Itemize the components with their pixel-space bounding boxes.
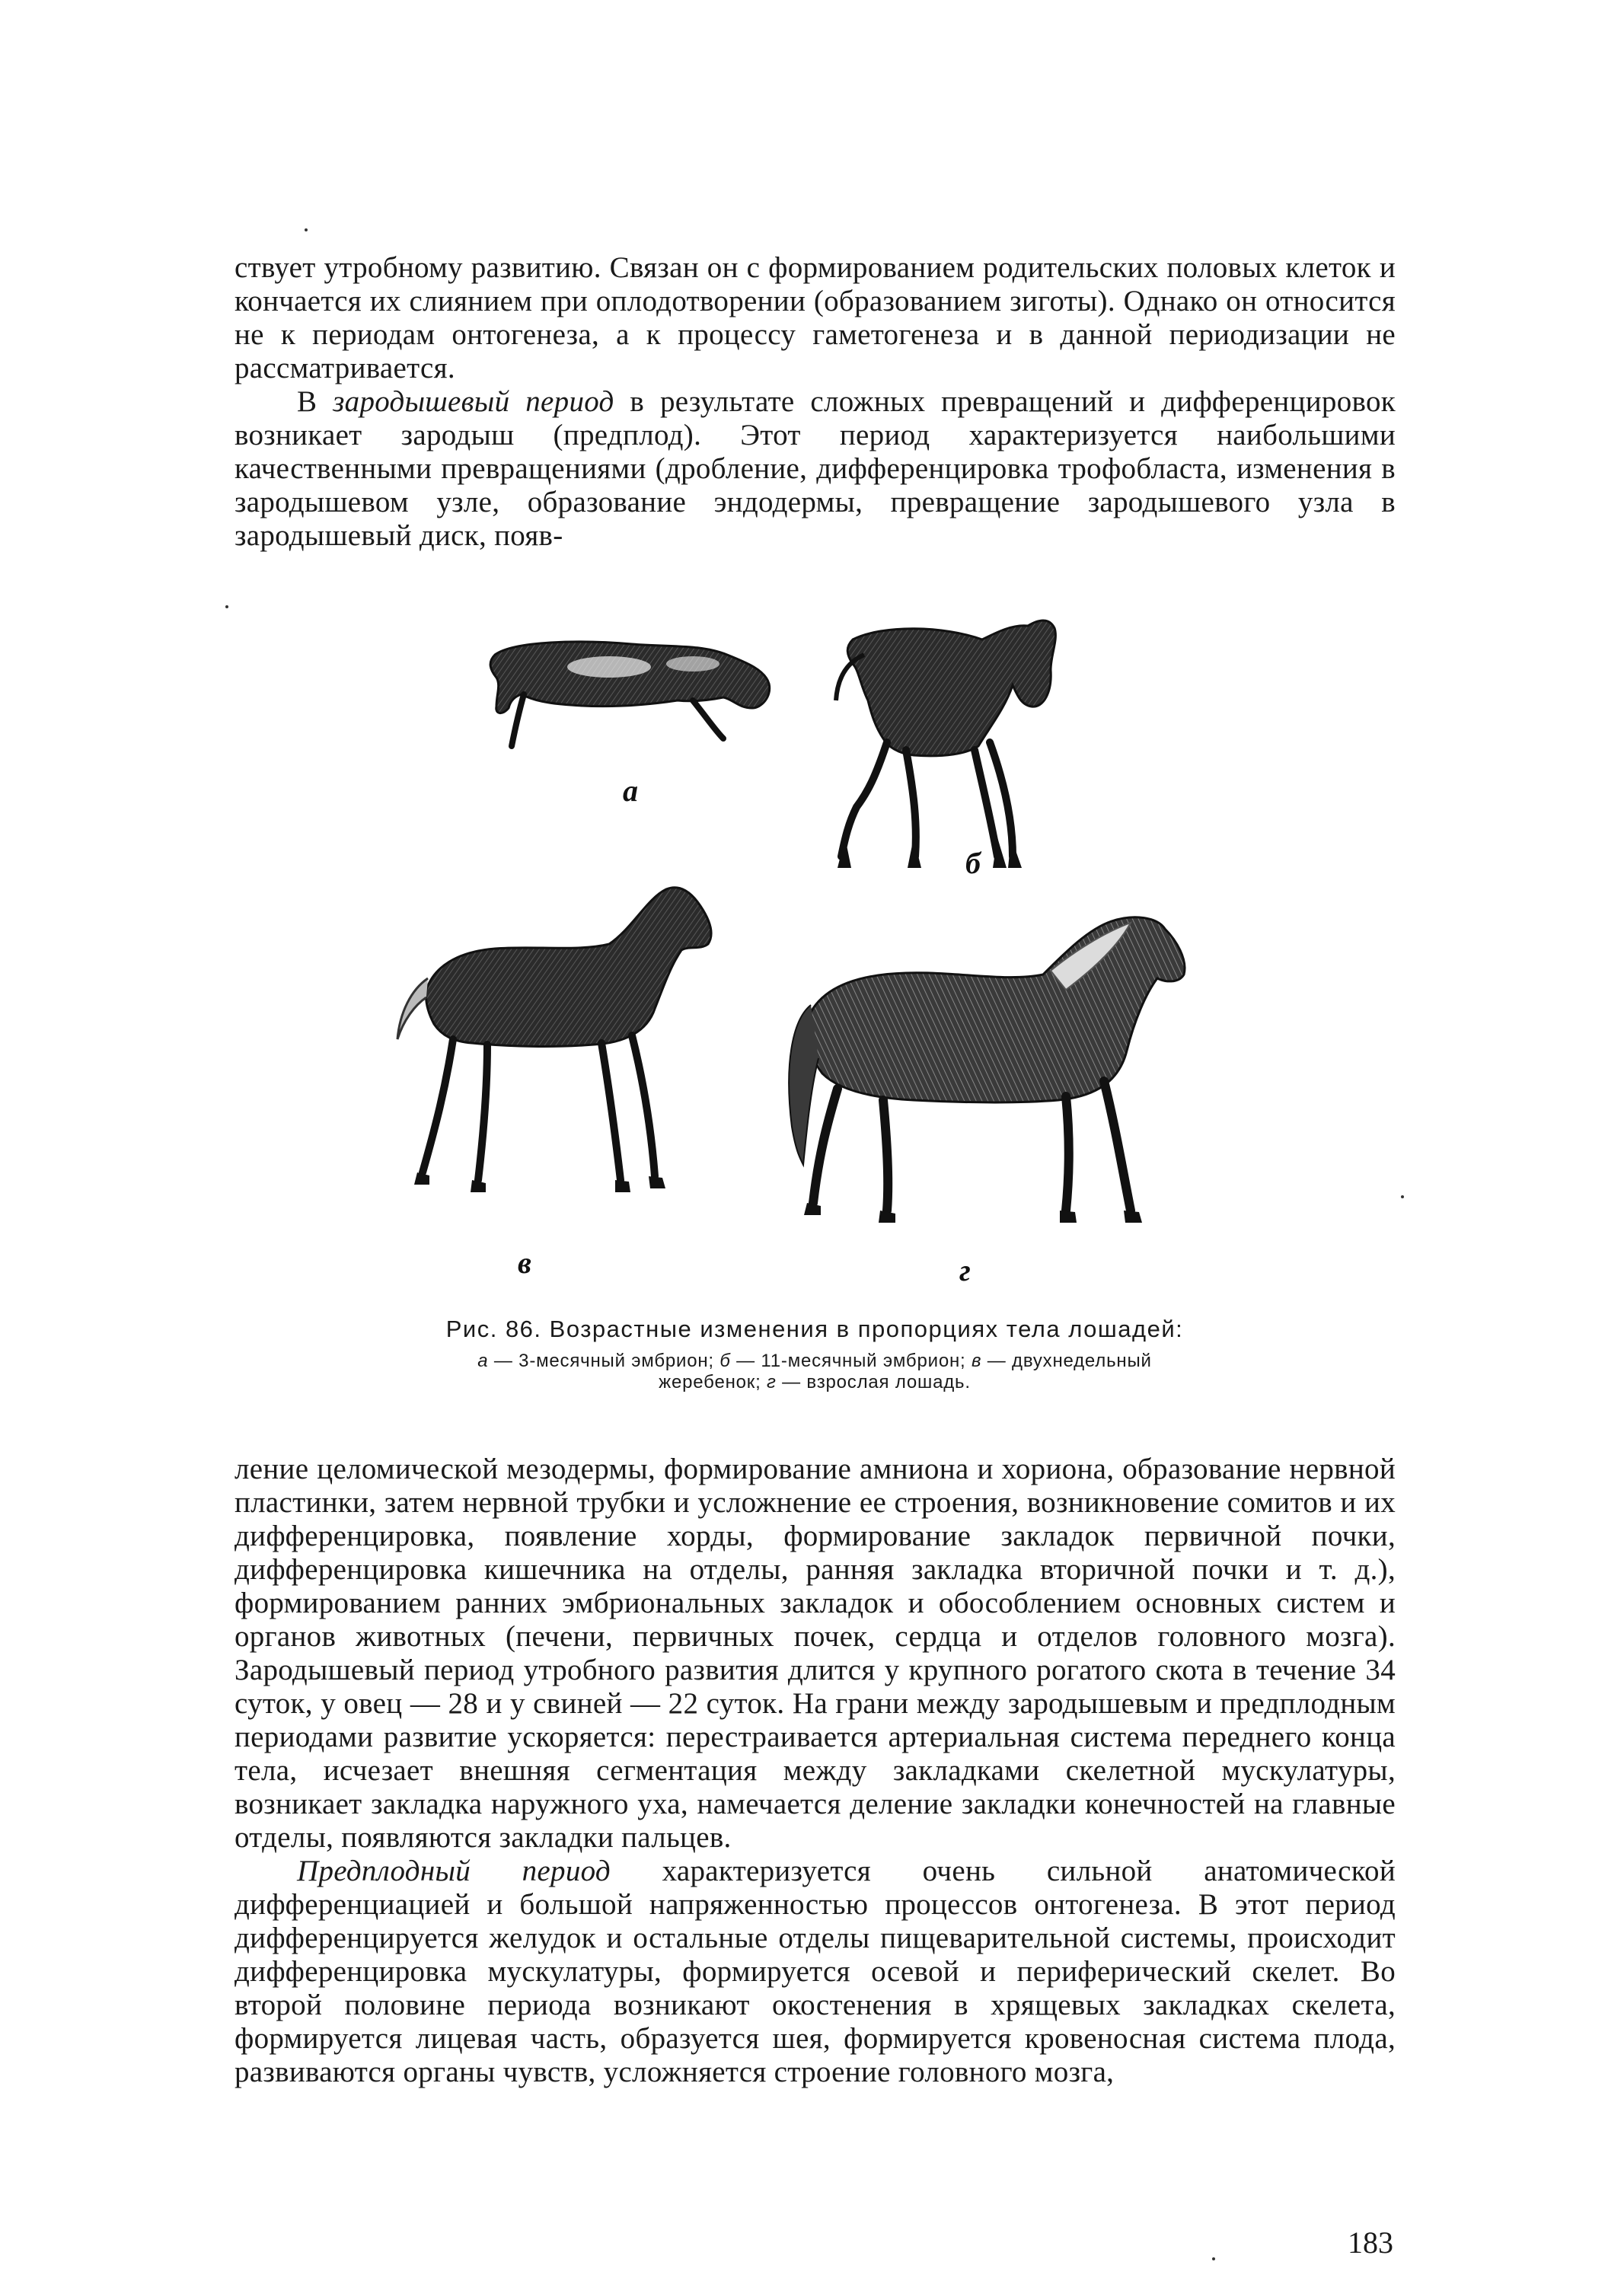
print-speck bbox=[225, 605, 228, 608]
figure-caption-title: Рис. 86. Возрастные изменения в пропорциях тела лошадей: bbox=[445, 1316, 1184, 1342]
paragraph-body: характеризуется очень сильной анатомической дифференциацией и большой напряженностью процессов онтогенеза. В этот период дифференцируется желудок и остальные отделы пищеварительной системы, происходит дифференцировка мускулатуры, формируется осевой и периферический скелет. Во второй половине периода возникают окостенения в хрящевых закладках скелета, формируется лицевая часть, образуется шея, формируется кровеносная система плода, развиваются органы чувств, усложняется строение головного мозга, bbox=[235, 1855, 1396, 2088]
caption-legend-line-1 bbox=[335, 1351, 1294, 1372]
figure-label-b: б bbox=[965, 846, 981, 880]
figure-86 bbox=[381, 594, 1271, 1302]
horse-embryo-3-month bbox=[490, 642, 770, 746]
caption-text: — 11-месячный эмбрион; bbox=[730, 1351, 972, 1371]
paragraph-embryonic-continuation: ление целомической мезодермы, формирование амниона и хориона, образование нервной пластинки, затем нервной трубки и усложнение ее строения, возникновение сомитов и их дифференцировка, появление хорды, формирование закладок первичной почки, дифференцировка кишечника на отделы, ранняя закладка вторичной почки и т. д.), формированием ранних эмбриональных закладок и обособлением основных систем и органов животных (печени, первичных почек, сердца и отделов головного мозга). Зародышевый период утробного развития длится у крупного рогатого скота в течение 34 суток, у овец — 28 и у свиней — 22 суток. На грани между зародышевым и предплодным периодами развитие ускоряется: перестраивается артериальная система переднего конца тела, исчезает внешняя сегментация между закладками скелетной мускулатуры, возникает закладка наружного уха, намечается деление закладки конечностей на главные отделы, появляются закладки пальцев. bbox=[235, 1453, 1396, 1854]
horse-adult bbox=[789, 917, 1185, 1223]
paragraph-embryonic-period bbox=[235, 385, 1396, 553]
caption-text: — двухнедельный bbox=[981, 1351, 1152, 1371]
figure-label-a: а bbox=[623, 774, 638, 808]
print-speck bbox=[1401, 1195, 1404, 1198]
print-speck bbox=[305, 228, 308, 231]
top-text-block bbox=[235, 251, 1396, 553]
horse-foal-two-week bbox=[397, 888, 711, 1192]
page-number: 183 bbox=[1348, 2225, 1393, 2260]
caption-letter: б bbox=[719, 1351, 731, 1371]
caption-text: — 3-месячный эмбрион; bbox=[488, 1351, 720, 1371]
caption-letter: в bbox=[971, 1351, 982, 1371]
caption-legend-line-2 bbox=[335, 1372, 1294, 1393]
term-prefetal-period: Предплодный период bbox=[297, 1855, 611, 1887]
horse-illustrations bbox=[381, 594, 1271, 1302]
figure-caption-legend bbox=[335, 1351, 1294, 1393]
caption-text: — взрослая лошадь. bbox=[776, 1372, 971, 1392]
bottom-text-block bbox=[235, 1453, 1396, 2089]
caption-text: жеребенок; bbox=[659, 1372, 767, 1392]
caption-letter: г bbox=[767, 1372, 777, 1392]
term-embryonic-period: зародышевый период bbox=[333, 385, 614, 418]
caption-letter: а bbox=[477, 1351, 489, 1371]
horse-embryo-11-month bbox=[836, 620, 1055, 868]
paragraph-body: в результате сложных превращений и дифференцировок возникает зародыш (предплод). Этот период характеризуется наибольшими качественными превращениями (дробление, дифференцировка трофобласта, изменения в зародышевом узле, образование эндодермы, превращение зародышевого узла в зародышевый диск, появ- bbox=[235, 385, 1396, 552]
paragraph-prefetal-period bbox=[235, 1855, 1396, 2089]
figure-label-v: в bbox=[518, 1246, 531, 1280]
print-speck bbox=[1212, 2257, 1215, 2260]
paragraph-continuation: ствует утробному развитию. Связан он с формированием родительских половых клеток и кончается их слиянием при оплодотворении (образованием зиготы). Однако он относится не к периодам онтогенеза, а к процессу гаметогенеза и в данной периодизации не рассматривается. bbox=[235, 251, 1396, 384]
figure-label-g: г bbox=[959, 1253, 971, 1287]
paragraph-prefix: В bbox=[297, 385, 333, 418]
